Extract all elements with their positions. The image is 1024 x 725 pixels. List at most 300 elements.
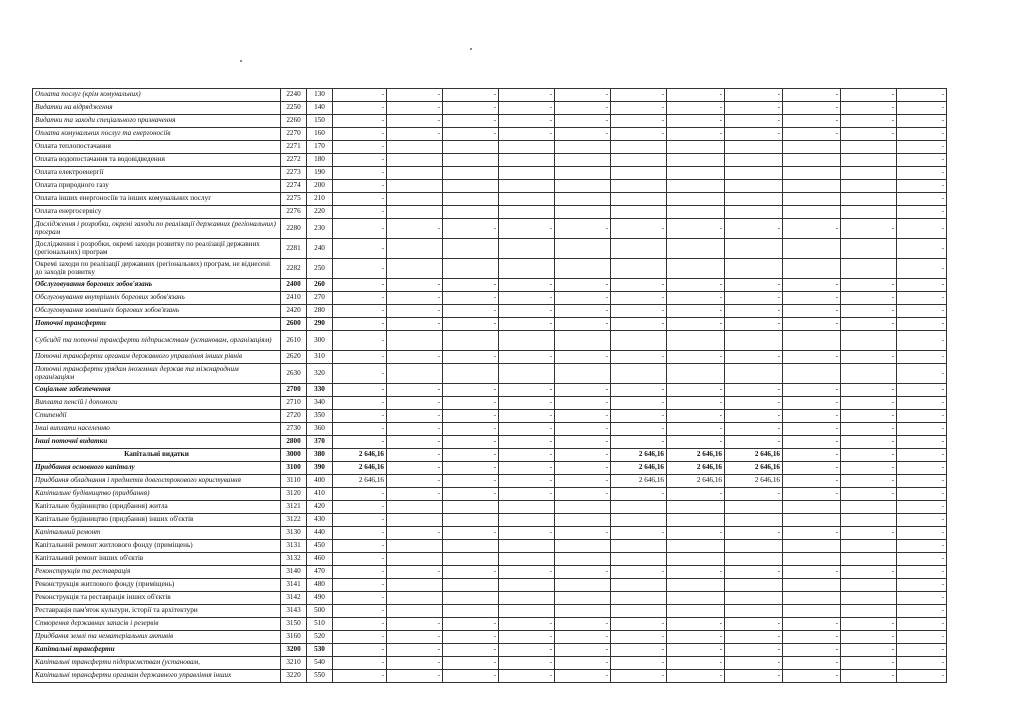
value-cell: - <box>611 566 667 579</box>
value-cell: - <box>333 566 387 579</box>
row-code: 2250 <box>281 102 307 115</box>
value-cell: - <box>841 410 897 423</box>
value-cell <box>443 553 499 566</box>
value-cell: - <box>897 305 947 318</box>
row-name: Виплата пенсій і допомоги <box>33 397 281 410</box>
table-row <box>33 475 947 488</box>
value-cell: - <box>841 397 897 410</box>
value-cell: - <box>667 115 725 128</box>
value-cell <box>611 364 667 384</box>
value-cell: - <box>499 279 555 292</box>
value-cell: - <box>387 462 443 475</box>
value-cell: - <box>897 657 947 670</box>
value-cell: - <box>387 644 443 657</box>
value-cell: - <box>443 618 499 631</box>
row-name: Придбання обладнання і предметів довгострокового користування <box>33 475 281 488</box>
row-code: 2620 <box>281 351 307 364</box>
value-cell <box>783 206 841 219</box>
row-name: Придбання основного капіталу <box>33 462 281 475</box>
value-cell: 2 646,16 <box>725 462 783 475</box>
row-code: 2400 <box>281 279 307 292</box>
table-row <box>33 527 947 540</box>
table-row <box>33 644 947 657</box>
value-cell: - <box>333 488 387 501</box>
value-cell: - <box>611 423 667 436</box>
row-line-code: 220 <box>307 206 333 219</box>
value-cell <box>443 331 499 351</box>
value-cell: - <box>783 423 841 436</box>
table-row <box>33 449 947 462</box>
value-cell: - <box>333 141 387 154</box>
value-cell <box>725 592 783 605</box>
row-name: Створення державних запасів і резервів <box>33 618 281 631</box>
value-cell <box>387 331 443 351</box>
value-cell <box>555 259 611 279</box>
value-cell: - <box>333 128 387 141</box>
value-cell: - <box>667 292 725 305</box>
value-cell: - <box>387 351 443 364</box>
value-cell: - <box>897 605 947 618</box>
value-cell: - <box>841 566 897 579</box>
row-code: 2700 <box>281 384 307 397</box>
row-line-code: 550 <box>307 670 333 683</box>
value-cell: - <box>333 618 387 631</box>
value-cell <box>499 239 555 259</box>
value-cell <box>725 193 783 206</box>
value-cell <box>841 605 897 618</box>
row-line-code: 540 <box>307 657 333 670</box>
value-cell: - <box>841 102 897 115</box>
row-line-code: 210 <box>307 193 333 206</box>
value-cell: - <box>841 657 897 670</box>
row-name: Капітальні видатки <box>33 449 281 462</box>
value-cell <box>667 259 725 279</box>
table-row <box>33 384 947 397</box>
value-cell: - <box>897 364 947 384</box>
value-cell: - <box>499 631 555 644</box>
value-cell <box>783 180 841 193</box>
value-cell <box>667 206 725 219</box>
row-code: 2281 <box>281 239 307 259</box>
value-cell: - <box>499 423 555 436</box>
value-cell: - <box>725 89 783 102</box>
row-name: Оплата теплопостачання <box>33 141 281 154</box>
value-cell <box>783 193 841 206</box>
value-cell: 2 646,16 <box>611 449 667 462</box>
value-cell: - <box>725 219 783 239</box>
value-cell: 2 646,16 <box>611 475 667 488</box>
value-cell <box>667 239 725 259</box>
row-code: 3100 <box>281 462 307 475</box>
value-cell: - <box>555 351 611 364</box>
value-cell: - <box>499 566 555 579</box>
value-cell: 2 646,16 <box>667 449 725 462</box>
row-line-code: 430 <box>307 514 333 527</box>
value-cell: - <box>443 670 499 683</box>
scan-speck <box>240 60 242 62</box>
value-cell: - <box>555 618 611 631</box>
value-cell <box>841 259 897 279</box>
value-cell: - <box>667 279 725 292</box>
value-cell: - <box>443 128 499 141</box>
value-cell: - <box>725 410 783 423</box>
value-cell: - <box>333 592 387 605</box>
value-cell: - <box>897 514 947 527</box>
value-cell: - <box>841 618 897 631</box>
value-cell <box>841 579 897 592</box>
value-cell <box>611 180 667 193</box>
table-row <box>33 351 947 364</box>
value-cell <box>783 501 841 514</box>
value-cell: - <box>783 219 841 239</box>
value-cell <box>555 592 611 605</box>
table-row <box>33 514 947 527</box>
value-cell <box>443 259 499 279</box>
value-cell <box>387 259 443 279</box>
row-code: 2273 <box>281 167 307 180</box>
value-cell <box>443 540 499 553</box>
value-cell <box>611 553 667 566</box>
value-cell: - <box>333 631 387 644</box>
value-cell <box>841 540 897 553</box>
value-cell: - <box>897 239 947 259</box>
value-cell: - <box>555 410 611 423</box>
value-cell: - <box>443 397 499 410</box>
value-cell <box>555 239 611 259</box>
row-name: Дослідження і розробки, окремі заходи розвитку по реалізації державних (регіональних) програм <box>33 239 281 259</box>
row-name: Субсидії та поточні трансферти підприємствам (установам, організаціям) <box>33 331 281 351</box>
row-line-code: 400 <box>307 475 333 488</box>
value-cell: - <box>725 423 783 436</box>
value-cell: - <box>333 553 387 566</box>
value-cell: - <box>387 292 443 305</box>
value-cell: - <box>555 89 611 102</box>
row-name: Оплата електроенергії <box>33 167 281 180</box>
value-cell <box>667 180 725 193</box>
row-code: 2280 <box>281 219 307 239</box>
value-cell: - <box>897 436 947 449</box>
table-row <box>33 318 947 331</box>
value-cell <box>499 193 555 206</box>
value-cell <box>783 514 841 527</box>
row-line-code: 270 <box>307 292 333 305</box>
value-cell: 2 646,16 <box>667 462 725 475</box>
value-cell: - <box>667 436 725 449</box>
value-cell: - <box>387 527 443 540</box>
row-name: Оплата природного газу <box>33 180 281 193</box>
value-cell: - <box>333 644 387 657</box>
row-name: Видатки та заходи спеціального призначення <box>33 115 281 128</box>
value-cell <box>555 206 611 219</box>
value-cell: - <box>783 89 841 102</box>
value-cell: - <box>841 488 897 501</box>
value-cell: 2 646,16 <box>725 475 783 488</box>
value-cell <box>499 167 555 180</box>
value-cell: - <box>387 423 443 436</box>
value-cell: - <box>841 423 897 436</box>
row-code: 3122 <box>281 514 307 527</box>
value-cell: - <box>333 259 387 279</box>
table-row <box>33 331 947 351</box>
value-cell: - <box>725 279 783 292</box>
value-cell: - <box>841 384 897 397</box>
value-cell <box>725 239 783 259</box>
value-cell <box>725 331 783 351</box>
value-cell <box>841 331 897 351</box>
value-cell: - <box>499 670 555 683</box>
value-cell <box>725 605 783 618</box>
value-cell: - <box>555 449 611 462</box>
value-cell <box>725 553 783 566</box>
value-cell: - <box>333 167 387 180</box>
table-row <box>33 501 947 514</box>
value-cell: - <box>387 102 443 115</box>
value-cell: - <box>725 436 783 449</box>
value-cell: - <box>783 384 841 397</box>
value-cell: - <box>667 128 725 141</box>
value-cell <box>387 501 443 514</box>
value-cell <box>387 167 443 180</box>
value-cell: - <box>387 115 443 128</box>
value-cell: - <box>841 462 897 475</box>
value-cell <box>611 540 667 553</box>
row-line-code: 460 <box>307 553 333 566</box>
value-cell: - <box>611 670 667 683</box>
value-cell <box>841 206 897 219</box>
value-cell: - <box>783 397 841 410</box>
value-cell: - <box>555 475 611 488</box>
value-cell <box>667 154 725 167</box>
value-cell: - <box>783 631 841 644</box>
value-cell <box>387 206 443 219</box>
value-cell <box>611 259 667 279</box>
row-code: 2275 <box>281 193 307 206</box>
value-cell: - <box>333 115 387 128</box>
value-cell: - <box>387 475 443 488</box>
value-cell <box>555 193 611 206</box>
row-line-code: 520 <box>307 631 333 644</box>
value-cell: - <box>333 501 387 514</box>
value-cell: - <box>725 566 783 579</box>
value-cell <box>443 605 499 618</box>
value-cell: - <box>611 488 667 501</box>
value-cell <box>783 239 841 259</box>
row-name: Капітальний ремонт житлового фонду (приміщень) <box>33 540 281 553</box>
value-cell <box>555 553 611 566</box>
value-cell: - <box>555 318 611 331</box>
value-cell: - <box>611 279 667 292</box>
row-line-code: 440 <box>307 527 333 540</box>
value-cell: - <box>555 527 611 540</box>
table-row <box>33 128 947 141</box>
value-cell <box>499 141 555 154</box>
value-cell <box>499 592 555 605</box>
value-cell: 2 646,16 <box>333 475 387 488</box>
value-cell: - <box>333 331 387 351</box>
value-cell: - <box>333 219 387 239</box>
value-cell: - <box>841 670 897 683</box>
value-cell: - <box>667 618 725 631</box>
value-cell: - <box>897 89 947 102</box>
row-line-code: 350 <box>307 410 333 423</box>
row-name: Соціальне забезпечення <box>33 384 281 397</box>
value-cell <box>611 592 667 605</box>
row-name: Поточні трансферти органам державного управління інших рівнів <box>33 351 281 364</box>
value-cell: 2 646,16 <box>667 475 725 488</box>
value-cell: - <box>333 436 387 449</box>
row-line-code: 490 <box>307 592 333 605</box>
value-cell: - <box>783 279 841 292</box>
value-cell <box>841 167 897 180</box>
value-cell: - <box>783 475 841 488</box>
value-cell <box>555 167 611 180</box>
table-row <box>33 566 947 579</box>
row-line-code: 530 <box>307 644 333 657</box>
value-cell <box>499 259 555 279</box>
value-cell: - <box>443 115 499 128</box>
row-name: Обслуговування внутрішніх боргових зобов'язань <box>33 292 281 305</box>
value-cell: - <box>443 657 499 670</box>
value-cell <box>783 605 841 618</box>
value-cell <box>387 239 443 259</box>
value-cell <box>387 364 443 384</box>
value-cell: - <box>667 631 725 644</box>
value-cell: - <box>499 618 555 631</box>
row-line-code: 360 <box>307 423 333 436</box>
row-name: Реконструкція та реставрація <box>33 566 281 579</box>
row-code: 2276 <box>281 206 307 219</box>
row-name: Окремі заходи по реалізації державних (регіональних) програм, не віднесені до заходів розвитку <box>33 259 281 279</box>
value-cell <box>555 141 611 154</box>
value-cell: - <box>897 670 947 683</box>
table-row <box>33 592 947 605</box>
value-cell <box>387 514 443 527</box>
row-code: 3160 <box>281 631 307 644</box>
value-cell <box>387 193 443 206</box>
value-cell <box>387 592 443 605</box>
row-code: 2600 <box>281 318 307 331</box>
value-cell: - <box>333 102 387 115</box>
row-name: Інші виплати населенню <box>33 423 281 436</box>
value-cell: - <box>499 436 555 449</box>
value-cell: - <box>611 527 667 540</box>
value-cell: - <box>387 318 443 331</box>
value-cell <box>783 553 841 566</box>
value-cell: - <box>443 279 499 292</box>
value-cell: - <box>841 644 897 657</box>
row-code: 3000 <box>281 449 307 462</box>
value-cell: - <box>611 219 667 239</box>
value-cell: - <box>333 180 387 193</box>
value-cell <box>667 141 725 154</box>
value-cell: - <box>555 305 611 318</box>
row-name: Стипендії <box>33 410 281 423</box>
table-row <box>33 305 947 318</box>
value-cell: - <box>333 292 387 305</box>
value-cell <box>387 540 443 553</box>
value-cell: - <box>555 670 611 683</box>
value-cell: - <box>443 566 499 579</box>
row-code: 3143 <box>281 605 307 618</box>
value-cell <box>725 514 783 527</box>
value-cell: - <box>555 279 611 292</box>
value-cell: - <box>783 670 841 683</box>
value-cell <box>499 579 555 592</box>
value-cell <box>783 592 841 605</box>
value-cell: - <box>499 644 555 657</box>
value-cell: - <box>667 488 725 501</box>
table-row <box>33 292 947 305</box>
value-cell <box>611 193 667 206</box>
row-code: 3132 <box>281 553 307 566</box>
value-cell <box>725 167 783 180</box>
value-cell <box>841 154 897 167</box>
table-row <box>33 618 947 631</box>
value-cell: - <box>333 514 387 527</box>
value-cell <box>667 501 725 514</box>
value-cell <box>499 501 555 514</box>
value-cell: 2 646,16 <box>725 449 783 462</box>
value-cell: - <box>841 436 897 449</box>
value-cell: - <box>841 527 897 540</box>
table-row <box>33 141 947 154</box>
row-code: 2610 <box>281 331 307 351</box>
value-cell: - <box>387 488 443 501</box>
value-cell: - <box>725 384 783 397</box>
value-cell <box>443 206 499 219</box>
value-cell: - <box>897 488 947 501</box>
row-line-code: 500 <box>307 605 333 618</box>
value-cell: - <box>897 397 947 410</box>
row-line-code: 300 <box>307 331 333 351</box>
value-cell: - <box>387 305 443 318</box>
row-name: Поточні трансферти урядам іноземних держав та міжнародним організаціям <box>33 364 281 384</box>
value-cell <box>611 579 667 592</box>
table-row <box>33 102 947 115</box>
value-cell: - <box>667 102 725 115</box>
row-code: 2240 <box>281 89 307 102</box>
value-cell: - <box>725 397 783 410</box>
table-row <box>33 364 947 384</box>
value-cell: - <box>783 436 841 449</box>
value-cell <box>555 540 611 553</box>
value-cell <box>499 206 555 219</box>
value-cell: - <box>783 449 841 462</box>
row-name: Придбання землі та нематеріальних активів <box>33 631 281 644</box>
value-cell <box>725 364 783 384</box>
table-row <box>33 462 947 475</box>
row-code: 3200 <box>281 644 307 657</box>
value-cell <box>443 180 499 193</box>
table-row <box>33 180 947 193</box>
row-name: Реконструкція та реставрація інших об'єктів <box>33 592 281 605</box>
value-cell <box>555 331 611 351</box>
value-cell: 2 646,16 <box>333 449 387 462</box>
value-cell: - <box>725 488 783 501</box>
value-cell <box>499 605 555 618</box>
value-cell: - <box>667 397 725 410</box>
value-cell: - <box>667 527 725 540</box>
value-cell <box>841 193 897 206</box>
value-cell: - <box>555 436 611 449</box>
row-code: 3210 <box>281 657 307 670</box>
value-cell <box>725 141 783 154</box>
value-cell: - <box>897 180 947 193</box>
row-line-code: 380 <box>307 449 333 462</box>
value-cell: - <box>387 219 443 239</box>
value-cell: - <box>499 89 555 102</box>
row-code: 3120 <box>281 488 307 501</box>
